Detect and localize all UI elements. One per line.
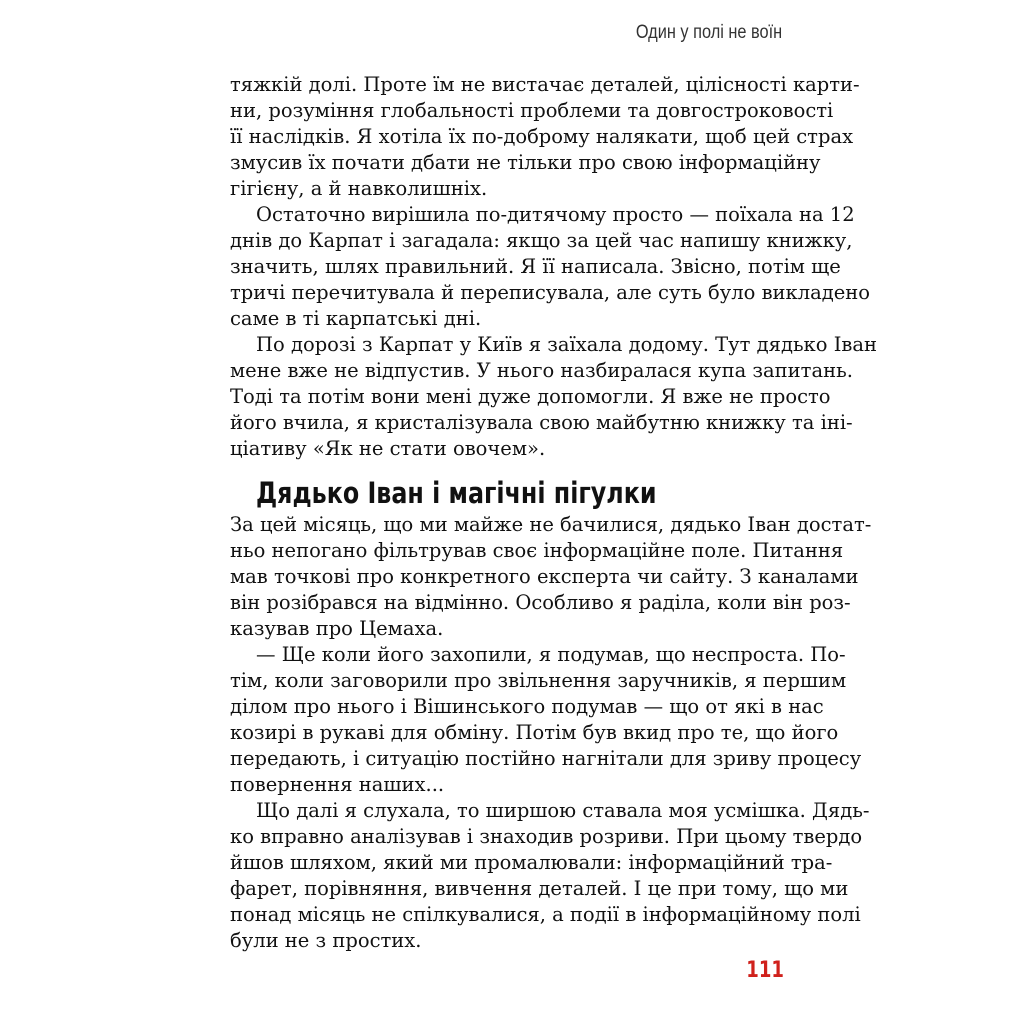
text-line: він розібрався на відмінно. Особливо я раділа, коли він роз- bbox=[230, 591, 851, 614]
text-line: гігієну, а й навколишніх. bbox=[230, 177, 488, 200]
text-line: казував про Цемаха. bbox=[230, 617, 444, 640]
text-line: ни, розуміння глобальності проблеми та довгостроковості bbox=[230, 99, 834, 122]
text-line: За цей місяць, що ми майже не бачилися, дядько Іван достат- bbox=[230, 513, 872, 536]
text-line: значить, шлях правильний. Я її написала. Звісно, потім ще bbox=[230, 255, 841, 278]
text-line: його вчила, я кристалізувала свою майбутню книжку та іні- bbox=[230, 411, 853, 434]
text-line: тім, коли заговорили про звільнення заручників, я першим bbox=[230, 669, 847, 692]
text-line: Тоді та потім вони мені дуже допомогли. Я вже не просто bbox=[230, 385, 831, 408]
text-line: мене вже не відпустив. У нього назбиралася купа запитань. bbox=[230, 359, 853, 382]
text-line: днів до Карпат і загадала: якщо за цей час напишу книжку, bbox=[230, 229, 853, 252]
text-line: — Ще коли його захопили, я подумав, що неспроста. По- bbox=[256, 643, 846, 666]
text-line: Остаточно вирішила по-дитячому просто — поїхала на 12 bbox=[256, 203, 855, 226]
text-line: мав точкові про конкретного експерта чи сайту. З каналами bbox=[230, 565, 859, 588]
page-number: 111 bbox=[746, 958, 784, 983]
text-line: ціативу «Як не стати овочем». bbox=[230, 437, 546, 460]
body-text-bottom bbox=[230, 512, 872, 954]
text-line: повернення наших... bbox=[230, 773, 445, 796]
text-line: ко вправно аналізував і знаходив розриви. При цьому твердо bbox=[230, 825, 863, 848]
text-line: фарет, порівняння, вивчення деталей. І це при тому, що ми bbox=[230, 877, 849, 900]
text-line: тричі перечитувала й переписувала, але суть було викладено bbox=[230, 281, 871, 304]
text-line: тяжкій долі. Проте їм не вистачає деталей, цілісності карти- bbox=[230, 73, 860, 96]
text-line: козирі в рукаві для обміну. Потім був вкид про те, що його bbox=[230, 721, 839, 744]
section-heading: Дядько Іван і магічні пігулки bbox=[256, 476, 657, 510]
text-line: йшов шляхом, який ми промалювали: інформаційний тра- bbox=[230, 851, 833, 874]
text-line: саме в ті карпатські дні. bbox=[230, 307, 482, 330]
body-text-top bbox=[230, 72, 877, 462]
text-line: По дорозі з Карпат у Київ я заїхала додому. Тут дядько Іван bbox=[256, 333, 877, 356]
text-line: були не з простих. bbox=[230, 929, 422, 952]
text-line: передають, і ситуацію постійно нагнітали для зриву процесу bbox=[230, 747, 862, 770]
running-header: Один у полі не воїн bbox=[635, 22, 782, 43]
text-line: змусив їх почати дбати не тільки про свою інформаційну bbox=[230, 151, 821, 174]
text-line: Що далі я слухала, то ширшою ставала моя усмішка. Дядь- bbox=[256, 799, 870, 822]
text-line: понад місяць не спілкувалися, а події в інформаційному полі bbox=[230, 903, 861, 926]
text-line: її наслідків. Я хотіла їх по-доброму налякати, щоб цей страх bbox=[230, 125, 854, 148]
text-line: ньо непогано фільтрував своє інформаційне поле. Питання bbox=[230, 539, 844, 562]
text-line: ділом про нього і Вішинського подумав — що от які в нас bbox=[230, 695, 824, 718]
